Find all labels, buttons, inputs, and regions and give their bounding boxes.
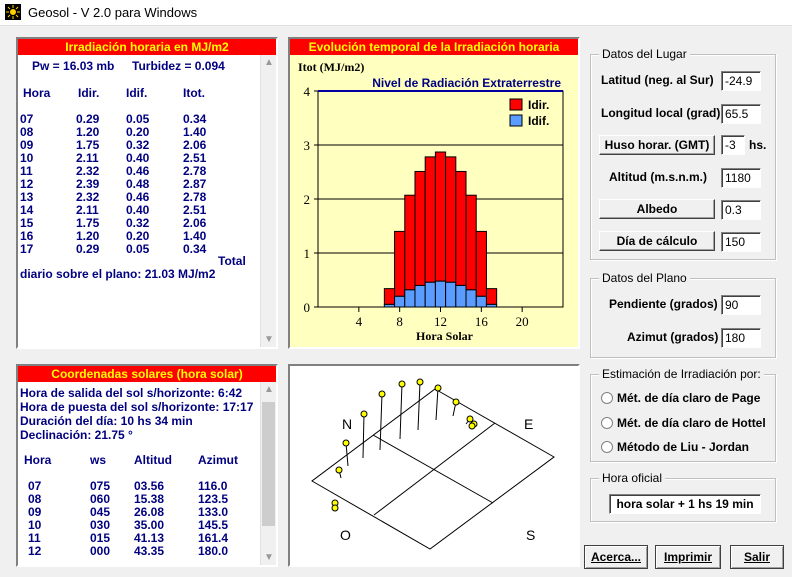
coordenadas-cell: 03.56 xyxy=(134,479,165,493)
irradiacion-cell: 08 xyxy=(20,125,34,139)
irradiacion-cell: 1.20 xyxy=(76,229,100,243)
irradiacion-cell: 0.32 xyxy=(126,216,150,230)
sun-position-marker xyxy=(361,411,367,417)
irradiacion-cell: 2.06 xyxy=(183,216,207,230)
compass-e: E xyxy=(524,416,534,432)
hora-oficial-group xyxy=(590,471,776,522)
irradiacion-cell: 1.40 xyxy=(183,229,207,243)
bar-idif xyxy=(395,296,405,307)
coordenadas-panel xyxy=(16,364,278,567)
irradiacion-cell: 2.39 xyxy=(76,177,100,191)
datos-plano-group xyxy=(590,271,776,358)
irradiacion-cell: 2.78 xyxy=(183,190,207,204)
coordenadas-cell: 43.35 xyxy=(134,544,165,558)
hottel-radio-label[interactable]: Mét. de día claro de Hottel xyxy=(617,416,766,430)
coordenadas-cell: 145.5 xyxy=(198,518,229,532)
sun-position-marker xyxy=(435,385,441,391)
huso-button[interactable]: Huso horar. (GMT) xyxy=(599,135,715,155)
sun-position-marker xyxy=(336,467,342,473)
bar-idif xyxy=(446,282,456,307)
coordenadas-cell: 060 xyxy=(90,492,111,506)
acerca-button[interactable]: Acerca... xyxy=(584,545,648,569)
irradiacion-cell: 0.34 xyxy=(183,242,207,256)
scroll-thumb[interactable] xyxy=(262,402,275,526)
coordenadas-cell: 12 xyxy=(28,544,42,558)
irradiacion-cell: 16 xyxy=(20,229,34,243)
coordenadas-cell: 15.38 xyxy=(134,492,165,506)
legend-swatch xyxy=(510,99,522,110)
duracion-text: Duración del día: 10 hs 34 min xyxy=(20,414,193,428)
bar-idif xyxy=(435,281,445,307)
coordenadas-cell: 35.00 xyxy=(134,518,165,532)
x-tick-label: 8 xyxy=(396,314,403,329)
coordenadas-scrollbar[interactable] xyxy=(260,382,276,565)
irradiacion-cell: 07 xyxy=(20,112,34,126)
azimut-label: Azimut (grados) xyxy=(627,330,719,344)
page-radio[interactable] xyxy=(601,392,613,404)
irradiacion-cell: 0.34 xyxy=(183,112,207,126)
irradiacion-header-cell: Idif. xyxy=(126,86,148,100)
legend-swatch xyxy=(510,115,522,126)
coordenadas-cell: 000 xyxy=(90,544,111,558)
irradiacion-cell: 2.11 xyxy=(76,151,99,165)
altitud-label: Altitud (m.s.n.m.) xyxy=(609,170,707,184)
sun-position-marker xyxy=(343,440,349,446)
irradiacion-cell: 0.29 xyxy=(76,112,100,126)
irradiacion-cell: 0.48 xyxy=(126,177,150,191)
coordenadas-cell: 161.4 xyxy=(198,531,229,545)
bar-idif xyxy=(466,290,476,307)
irradiacion-cell: 2.11 xyxy=(76,203,99,217)
x-tick-label: 16 xyxy=(474,314,488,329)
bar-idir xyxy=(425,157,435,282)
hora-oficial-field: hora solar + 1 hs 19 min xyxy=(609,494,761,514)
x-tick-label: 12 xyxy=(434,314,447,329)
coordenadas-cell: 045 xyxy=(90,505,111,519)
compass-n: N xyxy=(342,416,353,432)
irradiacion-header-cell: Idir. xyxy=(78,86,100,100)
y-tick-label: 3 xyxy=(303,138,310,153)
longitud-field[interactable]: 65.5 xyxy=(721,104,761,124)
irradiacion-cell: 17 xyxy=(20,242,34,256)
coordenadas-header-cell: Hora xyxy=(24,453,52,467)
irradiacion-cell: 0.46 xyxy=(126,164,150,178)
irradiacion-cell: 2.51 xyxy=(183,203,207,217)
salida-text: Hora de salida del sol s/horizonte: 6:42 xyxy=(20,386,243,400)
coordenadas-header-cell: Azimut xyxy=(198,453,238,467)
irradiacion-cell: 0.46 xyxy=(126,190,150,204)
declinacion-text: Declinación: 21.75 ° xyxy=(20,428,133,442)
irradiacion-cell: 2.87 xyxy=(183,177,207,191)
irradiacion-cell: 0.05 xyxy=(126,242,150,256)
chart-panel xyxy=(288,37,580,349)
irradiacion-cell: 2.51 xyxy=(183,151,207,165)
irradiacion-cell: 09 xyxy=(20,138,34,152)
sun-pole xyxy=(363,414,364,458)
x-tick-label: 20 xyxy=(515,314,529,329)
coordenadas-title: Coordenadas solares (hora solar) xyxy=(18,366,276,382)
irradiacion-cell: 10 xyxy=(20,151,34,165)
irradiacion-title: Irradiación horaria en MJ/m2 xyxy=(18,39,276,55)
y-tick-label: 2 xyxy=(303,192,310,207)
irradiacion-cell: 15 xyxy=(20,216,34,230)
ground-grid-line xyxy=(373,435,493,503)
estimacion-title: Estimación de Irradiación por: xyxy=(599,367,764,381)
estimacion-group xyxy=(590,367,776,462)
y-axis-label: Itot (MJ/m2) xyxy=(298,60,365,74)
bar-idir xyxy=(476,231,486,296)
bar-idif xyxy=(415,285,425,307)
coordenadas-cell: 08 xyxy=(28,492,42,506)
imprimir-button[interactable]: Imprimir xyxy=(655,545,721,569)
coordenadas-cell: 123.5 xyxy=(198,492,229,506)
irradiacion-cell: 0.20 xyxy=(126,229,150,243)
coordenadas-cell: 41.13 xyxy=(134,531,165,545)
x-tick-label: 4 xyxy=(355,314,363,329)
coordenadas-cell: 09 xyxy=(28,505,42,519)
pw-value: Pw = 16.03 mb xyxy=(32,59,115,73)
irradiacion-cell: 0.05 xyxy=(126,112,150,126)
coordenadas-header-cell: Altitud xyxy=(134,453,172,467)
altitud-field[interactable]: 1180 xyxy=(721,168,761,188)
irradiacion-cell: 1.75 xyxy=(76,138,100,152)
irradiacion-cell: 0.32 xyxy=(126,138,150,152)
irradiacion-panel xyxy=(16,37,278,349)
sun-pole xyxy=(400,384,402,439)
bar-idir xyxy=(415,171,425,285)
coordenadas-cell: 075 xyxy=(90,479,111,493)
sun-position-marker xyxy=(469,423,475,429)
sun-position-marker xyxy=(379,391,385,397)
y-tick-label: 4 xyxy=(303,84,310,99)
bar-idir xyxy=(435,152,445,281)
reference-line-label: Nivel de Radiación Extraterrestre xyxy=(372,76,561,90)
hottel-radio[interactable] xyxy=(601,417,613,429)
sun-position-marker xyxy=(417,379,423,385)
latitud-label: Latitud (neg. al Sur) xyxy=(601,73,714,87)
irradiacion-cell: 12 xyxy=(20,177,34,191)
window-title: Geosol - V 2.0 para Windows xyxy=(28,5,198,20)
turbidez-value: Turbidez = 0.094 xyxy=(132,59,225,73)
bar-idir xyxy=(466,195,476,290)
irradiacion-cell: 1.40 xyxy=(183,125,207,139)
bar-idif xyxy=(476,296,486,307)
sunpath-diagram xyxy=(290,366,578,565)
longitud-label: Longitud local (grad) xyxy=(601,106,721,120)
azimut-field[interactable]: 180 xyxy=(721,328,761,348)
coordenadas-cell: 116.0 xyxy=(198,479,228,493)
albedo-button[interactable]: Albedo xyxy=(599,199,715,219)
coordenadas-cell: 030 xyxy=(90,518,111,532)
irradiacion-cell: 11 xyxy=(20,164,33,178)
ground-grid-line xyxy=(374,423,495,515)
total-label: Total xyxy=(218,254,246,268)
legend-label: Idif. xyxy=(528,114,550,128)
sun-position-marker xyxy=(453,399,459,405)
irradiacion-cell: 14 xyxy=(20,203,34,217)
irradiacion-header-cell: Hora xyxy=(23,86,51,100)
coordenadas-cell: 133.0 xyxy=(198,505,229,519)
irradiacion-cell: 0.40 xyxy=(126,203,150,217)
irradiacion-chart xyxy=(290,55,578,347)
sun-pole xyxy=(436,388,438,420)
huso-field[interactable]: -3 xyxy=(721,135,745,155)
scroll-down-icon[interactable]: ▼ xyxy=(264,334,274,345)
sun-pole xyxy=(380,394,382,450)
bar-idif xyxy=(456,285,466,307)
dia-calculo-button[interactable]: Día de cálculo xyxy=(599,231,715,251)
irradiacion-cell: 0.20 xyxy=(126,125,150,139)
bar-idif xyxy=(425,282,435,307)
irradiacion-cell: 2.78 xyxy=(183,164,207,178)
salir-button[interactable]: Salir xyxy=(730,545,784,569)
hora-oficial-title: Hora oficial xyxy=(599,471,665,485)
datos-lugar-title: Datos del Lugar xyxy=(599,47,690,61)
compass-o: O xyxy=(340,527,351,543)
bar-idif xyxy=(405,290,415,307)
irradiacion-cell: 1.75 xyxy=(76,216,100,230)
pendiente-label: Pendiente (grados) xyxy=(609,297,718,311)
y-tick-label: 0 xyxy=(303,300,310,315)
bar-idir xyxy=(486,289,496,305)
sun-pole xyxy=(418,382,420,430)
pendiente-field[interactable]: 90 xyxy=(721,295,761,315)
irradiacion-cell: 1.20 xyxy=(76,125,100,139)
sun-position-marker xyxy=(399,381,405,387)
bar-idir xyxy=(405,195,415,290)
bar-idir xyxy=(446,157,456,282)
coordenadas-cell: 07 xyxy=(28,479,42,493)
bar-idir xyxy=(384,289,394,305)
irradiacion-cell: 0.29 xyxy=(76,242,100,256)
bar-idir xyxy=(456,171,466,285)
latitud-field[interactable]: -24.9 xyxy=(721,71,761,91)
irradiacion-cell: 2.32 xyxy=(76,190,100,204)
coordenadas-cell: 26.08 xyxy=(134,505,165,519)
coordenadas-cell: 10 xyxy=(28,518,42,532)
liu-jordan-radio-label[interactable]: Método de Liu - Jordan xyxy=(617,440,749,454)
irradiacion-cell: 2.32 xyxy=(76,164,100,178)
puesta-text: Hora de puesta del sol s/horizonte: 17:17 xyxy=(20,400,254,414)
x-axis-label: Hora Solar xyxy=(416,329,473,343)
coordenadas-header-cell: ws xyxy=(90,453,107,467)
app-sun-icon xyxy=(5,4,21,20)
datos-plano-title: Datos del Plano xyxy=(599,271,690,285)
scroll-up-icon[interactable]: ▲ xyxy=(264,57,274,68)
dia-calculo-field[interactable]: 150 xyxy=(721,232,761,252)
diario-text: diario sobre el plano: 21.03 MJ/m2 xyxy=(20,267,216,281)
datos-lugar-group xyxy=(590,47,776,260)
irradiacion-cell: 13 xyxy=(20,190,34,204)
coordenadas-cell: 180.0 xyxy=(198,544,229,558)
title-bar xyxy=(0,0,792,26)
compass-s: S xyxy=(526,527,536,543)
page-radio-label[interactable]: Mét. de día claro de Page xyxy=(617,391,761,405)
sunpath-panel xyxy=(288,364,580,567)
irradiacion-cell: 2.06 xyxy=(183,138,207,152)
albedo-field[interactable]: 0.3 xyxy=(721,200,761,220)
y-tick-label: 1 xyxy=(303,246,310,261)
irradiacion-scrollbar[interactable] xyxy=(260,55,276,347)
chart-title: Evolución temporal de la Irradiación horaria xyxy=(290,39,578,55)
irradiacion-header-cell: Itot. xyxy=(183,86,205,100)
scroll-up-icon[interactable]: ▲ xyxy=(264,384,274,395)
coordenadas-cell: 015 xyxy=(90,531,111,545)
coordenadas-cell: 11 xyxy=(28,531,41,545)
sun-position-marker xyxy=(332,505,338,511)
scroll-down-icon[interactable]: ▼ xyxy=(264,552,274,563)
huso-unit: hs. xyxy=(749,138,767,152)
irradiacion-cell: 0.40 xyxy=(126,151,150,165)
bar-idir xyxy=(395,231,405,296)
liu-jordan-radio[interactable] xyxy=(601,441,613,453)
legend-label: Idir. xyxy=(528,98,550,112)
